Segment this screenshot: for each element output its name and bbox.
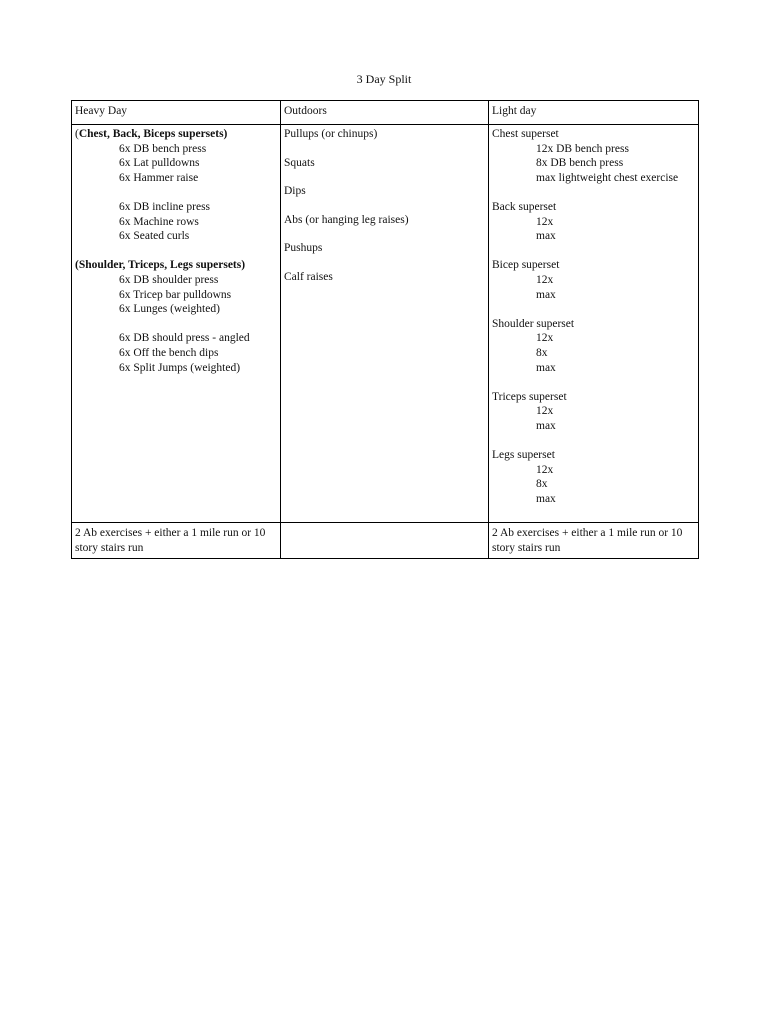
exercise-item: 6x DB should press - angled [119,332,250,345]
superset-title: Chest superset [492,128,559,140]
superset-item: max [536,419,556,432]
superset-item: max [536,230,556,243]
outdoor-exercise: Pushups [284,242,323,255]
header-outdoors: Outdoors [281,101,489,125]
superset-item: max [536,492,556,505]
superset-item: max [536,288,556,301]
light-day-cell [489,125,699,523]
main-row [72,125,699,523]
outdoor-exercise: Dips [284,185,306,198]
exercise-item: 6x Seated curls [119,230,190,243]
footer-light-day: 2 Ab exercises + either a 1 mile run or 10 story stairs run [489,523,699,559]
footer-heavy-day: 2 Ab exercises + either a 1 mile run or 10 story stairs run [72,523,281,559]
superset-title: Triceps superset [492,390,567,403]
exercise-item: 6x Machine rows [119,215,199,228]
superset-item: 12x [536,463,554,476]
exercise-item: 6x Lat pulldowns [119,157,200,170]
group1-heading [75,127,277,142]
footer-row [72,523,699,559]
superset-item: max lightweight chest exercise [536,171,679,184]
exercise-item: 6x Split Jumps (weighted) [119,361,241,374]
workout-table [71,100,699,559]
outdoor-exercise: Calf raises [284,270,333,283]
header-row [72,101,699,125]
superset-item: 12x [536,405,554,418]
superset-title: Legs superset [492,449,555,462]
header-heavy-day: Heavy Day [72,101,281,125]
superset-item: max [536,361,556,374]
outdoor-exercise: Pullups (or chinups) [284,128,378,140]
outdoor-exercise: Squats [284,156,315,169]
group1-open-paren: ( [75,128,79,140]
document-title: 3 Day Split [356,72,412,86]
header-light-day: Light day [489,101,699,125]
superset-item: 12x [536,332,554,345]
superset-title: Shoulder superset [492,317,575,330]
superset-item: 8x [536,478,548,491]
superset-item: 12x [536,215,554,228]
superset-item: 12x [536,273,554,286]
exercise-item: 6x Tricep bar pulldowns [119,288,232,301]
superset-title: Bicep superset [492,259,560,272]
group2-title: (Shoulder, Triceps, Legs supersets) [75,259,246,272]
exercise-item: 6x DB shoulder press [119,273,219,286]
exercise-item: 6x Off the bench dips [119,346,219,359]
exercise-item: 6x DB bench press [119,142,207,155]
superset-item: 12x DB bench press [536,142,629,155]
footer-outdoors [281,523,489,559]
heavy-day-cell [72,125,281,523]
outdoor-exercise: Abs (or hanging leg raises) [284,213,409,226]
outdoors-cell [281,125,489,523]
exercise-item: 6x Hammer raise [119,171,199,184]
group1-title: Chest, Back, Biceps supersets) [78,128,228,140]
superset-item: 8x DB bench press [536,157,624,170]
superset-title: Back superset [492,200,557,213]
superset-item: 8x [536,346,548,359]
exercise-item: 6x DB incline press [119,200,211,213]
exercise-item: 6x Lunges (weighted) [119,303,220,316]
